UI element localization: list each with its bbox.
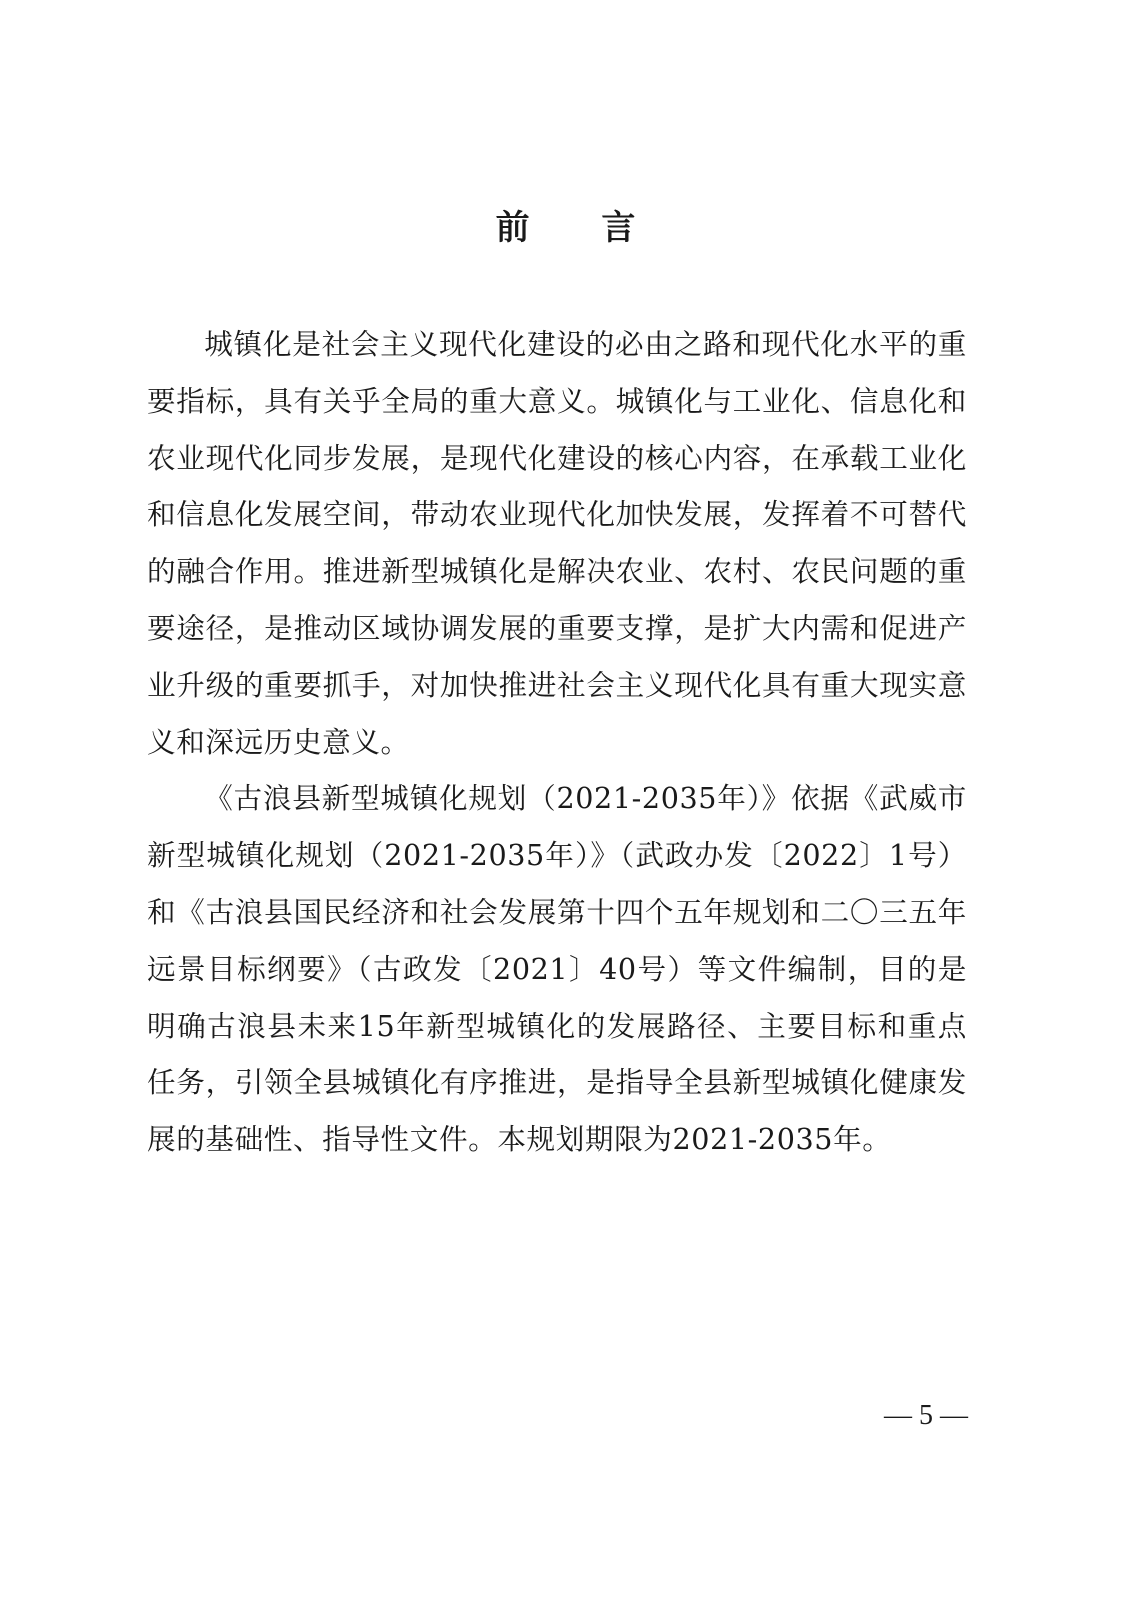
- body-text: [147, 316, 967, 1168]
- page-number: — 5 —: [884, 1400, 968, 1431]
- page-title: 前 言: [495, 208, 666, 248]
- paragraph-1: 城镇化是社会主义现代化建设的必由之路和现代化水平的重要指标，具有关乎全局的重大意义。城镇化与工业化、信息化和农业现代化同步发展，是现代化建设的核心内容，在承载工业化和信息化发展空间，带动农业现代化加快发展，发挥着不可替代的融合作用。推进新型城镇化是解决农业、农村、农民问题的重要途径，是推动区域协调发展的重要支撑，是扩大内需和促进产业升级的重要抓手，对加快推进社会主义现代化具有重大现实意义和深远历史意义。: [147, 327, 967, 759]
- paragraph-2: 《古浪县新型城镇化规划（2021-2035年）》依据《武威市新型城镇化规划（2021-2035年）》（武政办发〔2022〕1号）和《古浪县国民经济和社会发展第十四个五年规划和二〇三五年远景目标纲要》（古政发〔2021〕40号）等文件编制，目的是明确古浪县未来15年新型城镇化的发展路径、主要目标和重点任务，引领全县城镇化有序推进，是指导全县新型城镇化健康发展的基础性、指导性文件。本规划期限为2021-2035年。: [147, 781, 967, 1157]
